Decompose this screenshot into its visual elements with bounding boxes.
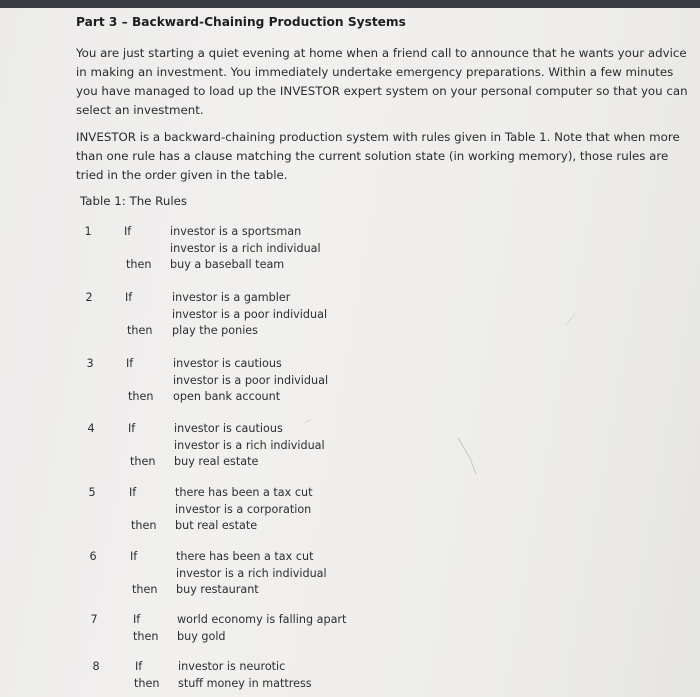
- rule-conclusion: open bank account: [173, 390, 281, 403]
- then-keyword: then: [134, 676, 160, 690]
- then-keyword: then: [133, 629, 159, 643]
- rule-condition: investor is neurotic: [178, 660, 286, 673]
- if-keyword: If: [135, 660, 143, 673]
- paragraph-line: select an investment.: [76, 103, 204, 118]
- if-keyword: If: [126, 357, 134, 370]
- rule-condition: investor is a rich individual: [174, 438, 325, 452]
- if-keyword: If: [130, 550, 138, 563]
- investor-paragraph: [76, 128, 680, 185]
- rule-number: 8: [92, 660, 100, 673]
- page-title: Part 3 – Backward-Chaining Production Systems: [76, 15, 406, 29]
- paragraph-line: You are just starting a quiet evening at home when a friend call to announce that he wants your advice: [76, 46, 687, 60]
- then-keyword: then: [131, 519, 157, 532]
- rule-conclusion: play the ponies: [172, 324, 259, 337]
- rule-conclusion: buy gold: [177, 629, 226, 643]
- rule-condition: there has been a tax cut: [175, 486, 313, 499]
- then-keyword: then: [132, 583, 158, 596]
- if-keyword: If: [124, 225, 132, 238]
- rule-conclusion: buy a baseball team: [170, 258, 285, 271]
- rule-condition: investor is cautious: [173, 357, 282, 370]
- pen-stroke: [458, 438, 476, 474]
- rule-conclusion: but real estate: [175, 519, 258, 532]
- then-keyword: then: [126, 258, 152, 271]
- pen-stroke: [565, 314, 575, 326]
- rule-condition: investor is a rich individual: [170, 241, 321, 255]
- then-keyword: then: [128, 390, 154, 403]
- if-keyword: If: [133, 613, 141, 626]
- if-keyword: If: [129, 486, 137, 499]
- if-keyword: If: [125, 291, 133, 304]
- rule-number: 2: [85, 291, 93, 304]
- rule-condition: investor is a corporation: [175, 502, 312, 516]
- rule-condition: investor is a sportsman: [170, 225, 302, 238]
- top-bar: [0, 0, 700, 8]
- rule-number: 6: [89, 550, 97, 563]
- then-keyword: then: [127, 324, 153, 337]
- rule-condition: there has been a tax cut: [176, 550, 314, 563]
- table-caption: Table 1: The Rules: [80, 194, 188, 208]
- rule-number: 1: [84, 225, 92, 238]
- pen-stroke: [305, 419, 311, 423]
- rule-number: 4: [87, 422, 95, 435]
- rule-condition: world economy is falling apart: [177, 613, 347, 626]
- rule-condition: investor is a gambler: [172, 291, 291, 304]
- then-keyword: then: [130, 455, 156, 468]
- rule-number: 5: [88, 486, 96, 499]
- rule-number: 3: [86, 357, 94, 370]
- rule-condition: investor is a rich individual: [176, 566, 327, 580]
- rule-conclusion: buy restaurant: [176, 583, 259, 596]
- document-page: [0, 8, 700, 697]
- paragraph-line: than one rule has a clause matching the current solution state (in working memory), those rules are: [76, 149, 669, 164]
- rule-condition: investor is cautious: [174, 422, 283, 435]
- intro-paragraph: [76, 44, 688, 120]
- paragraph-line: in making an investment. You immediately undertake emergency preparations. Within a few minutes: [76, 65, 674, 80]
- rule-condition: investor is a poor individual: [172, 307, 328, 321]
- paragraph-line: INVESTOR is a backward-chaining production system with rules given in Table 1. Note that when more: [76, 130, 680, 144]
- paragraph-line: tried in the order given in the table.: [76, 168, 288, 183]
- rule-conclusion: buy real estate: [174, 455, 259, 468]
- rule-number: 7: [90, 613, 98, 626]
- rule-condition: investor is a poor individual: [173, 373, 329, 387]
- if-keyword: If: [128, 422, 136, 435]
- rule-conclusion: stuff money in mattress: [178, 676, 312, 690]
- paragraph-line: you have managed to load up the INVESTOR expert system on your personal computer so that you can: [76, 84, 688, 99]
